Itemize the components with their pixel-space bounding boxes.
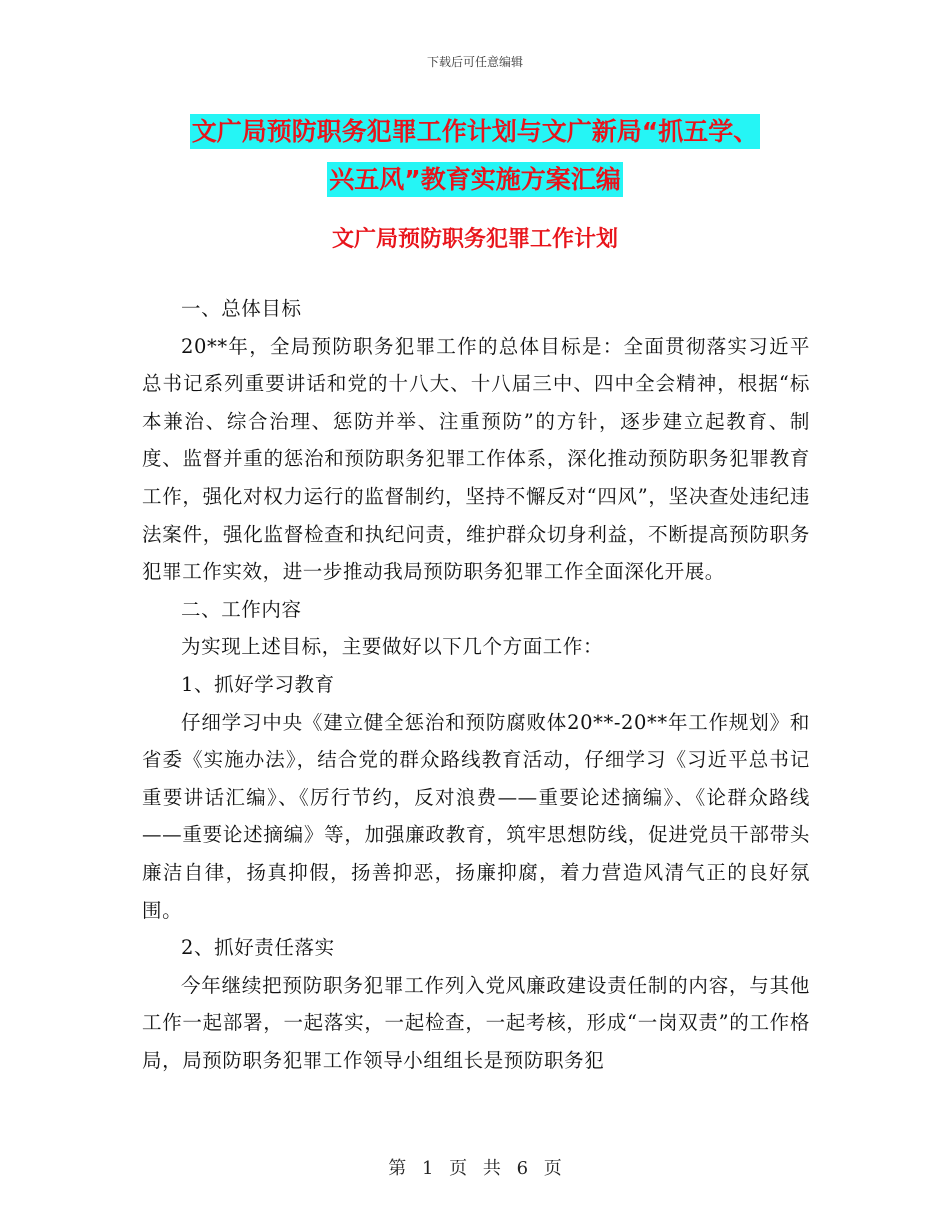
footer-total-suffix: 页 [543,1158,562,1179]
heading-responsibility: 2、抓好责任落实 [181,936,335,960]
heading-study-education: 1、抓好学习教育 [181,672,335,696]
paragraph-responsibility: 今年继续把预防职务犯罪工作列入党风廉政建设责任制的内容，与其他工作一起部署，一起落实，一起检查，一起考核，形成“一岗双责”的工作格局，局预防职务犯罪工作领导小组组长是预防职务犯 [142,973,810,1072]
footer-page-mid: 页 [449,1158,468,1179]
document-title-line-2: 兴五风”教育实施方案汇编 [327,162,622,197]
paragraph-intro: 为实现上述目标，主要做好以下几个方面工作： [181,635,604,659]
heading-overall-goal: 一、总体目标 [181,297,302,320]
footer-page-prefix: 第 [388,1158,407,1179]
document-title-line-1: 文广局预防职务犯罪工作计划与文广新局“抓五学、 [190,114,760,149]
footer-total-label: 共 [482,1158,501,1179]
body-text [142,290,810,1079]
heading-work-content: 二、工作内容 [181,597,302,621]
section-title: 文广局预防职务犯罪工作计划 [331,227,618,252]
paragraph-study-education: 仔细学习中央《建立健全惩治和预防腐败体20**-20**年工作规划》和省委《实施办法》，结合党的群众路线教育活动，仔细学习《习近平总书记重要讲话汇编》、《厉行节约，反对浪费——重要论述摘编》、《论群众路线——重要论述摘编》等，加强廉政教育，筑牢思想防线，促进党员干部带头廉洁自律，扬真抑假，扬善抑恶，扬廉抑腐，着力营造风清气正的良好氛围。 [142,710,810,922]
footer-total-pages: 6 [516,1158,529,1179]
page-footer [0,1154,950,1180]
paragraph-overall-goal: 20**年，全局预防职务犯罪工作的总体目标是：全面贯彻落实习近平总书记系列重要讲话和党的十八大、十八届三中、四中全会精神，根据“标本兼治、综合治理、惩防并举、注重预防”的方针，逐步建立起教育、制度、监督并重的惩治和预防职务犯罪工作体系，深化推动预防职务犯罪教育工作，强化对权力运行的监督制约，坚持不懈反对“四风”，坚决查处违纪违法案件，强化监督检查和执纪问责，维护群众切身利益，不断提高预防职务犯罪工作实效，进一步推动我局预防职务犯罪工作全面深化开展。 [142,334,810,584]
footer-page-number: 1 [421,1158,434,1179]
header-note: 下载后可任意编辑 [426,55,523,69]
document-title [0,108,950,204]
